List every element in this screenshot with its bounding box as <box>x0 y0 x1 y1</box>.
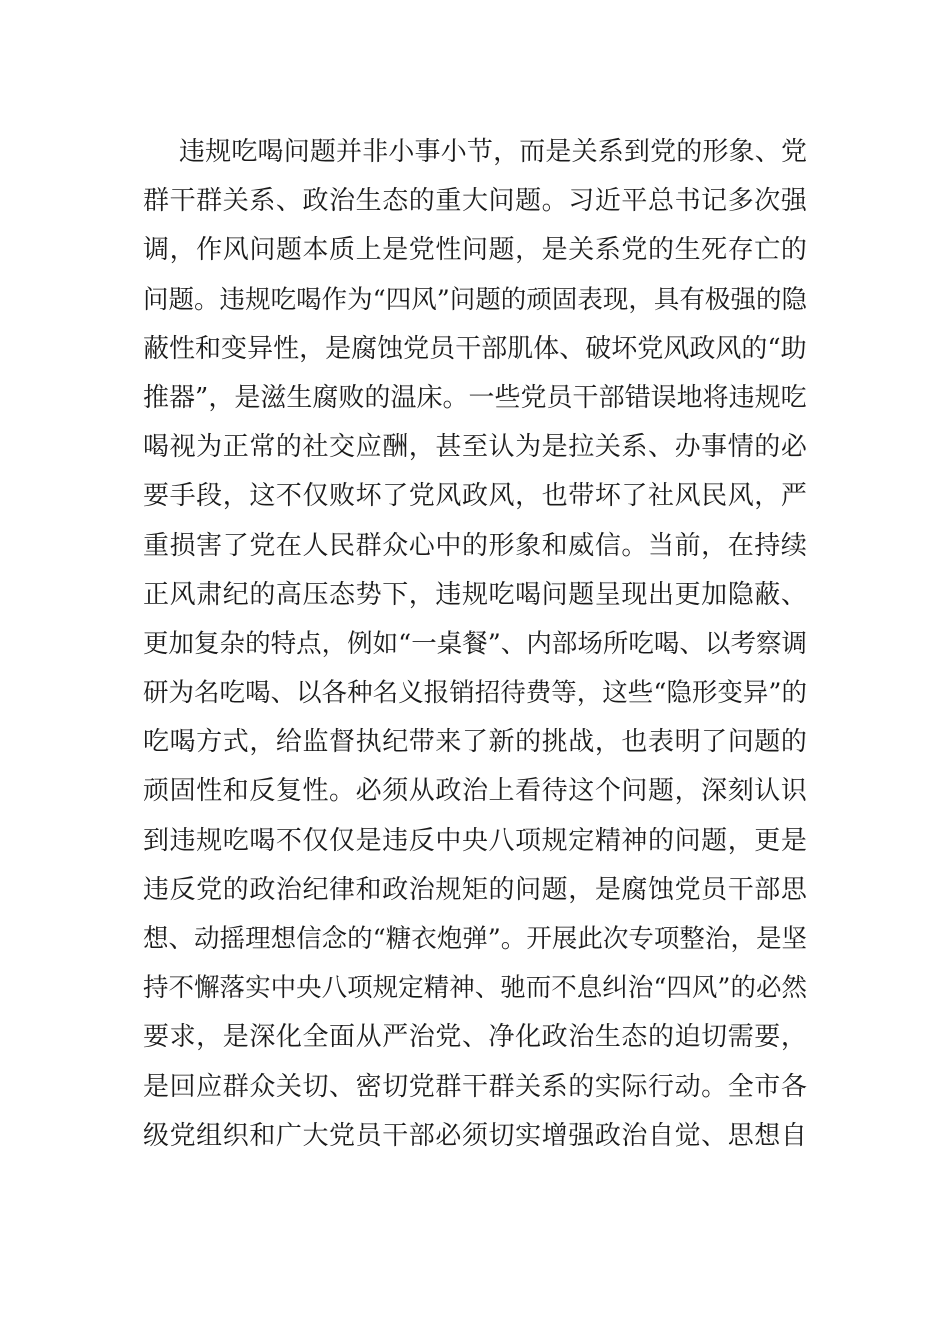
paragraph-line: 喝 视 为 正 常 的 社 交 应 酬 ， 甚 至 认 为 是 拉 关 系 、 办 事 情 的 必 <box>143 432 807 463</box>
paragraph-line: 违 反 党 的 政 治 纪 律 和 政 治 规 矩 的 问 题 ， 是 腐 蚀 党 员 干 部 思 <box>143 874 807 905</box>
paragraph-line: 调 ， 作 风 问 题 本 质 上 是 党 性 问 题 ， 是 关 系 党 的 生 死 存 亡 的 <box>143 235 807 266</box>
paragraph-line: 顽 固 性 和 反 复 性 。 必 须 从 政 治 上 看 待 这 个 问 题 ， 深 刻 认 识 <box>143 776 807 807</box>
paragraph-line: 问 题 。 违 规 吃 喝 作 为 “ 四 风 ” 问 题 的 顽 固 表 现 ， 具 有 极 强 的 隐 <box>143 284 807 315</box>
paragraph-line: 到 违 规 吃 喝 不 仅 仅 是 违 反 中 央 八 项 规 定 精 神 的 问 题 ， 更 是 <box>143 825 807 856</box>
paragraph-line: 想 、 动 摇 理 想 信 念 的 “ 糖 衣 炮 弹 ” 。 开 展 此 次 专 项 整 治 ， 是 坚 <box>143 924 807 954</box>
paragraph-line: 违 规 吃 喝 问 题 并 非 小 事 小 节 ， 而 是 关 系 到 党 的 形 象 、 党 <box>179 137 807 167</box>
body-paragraph <box>143 128 807 1161</box>
paragraph-line: 推 器 ” ， 是 滋 生 腐 败 的 温 床 。 一 些 党 员 干 部 错 误 地 将 违 规 吃 <box>143 382 807 413</box>
paragraph-line: 持 不 懈 落 实 中 央 八 项 规 定 精 神 、 驰 而 不 息 纠 治 “ 四 风 ” 的 必 然 <box>143 973 807 1004</box>
paragraph-line: 更 加 复 杂 的 特 点 ， 例 如 “ 一 桌 餐 ” 、 内 部 场 所 吃 喝 、 以 考 察 调 <box>143 628 807 659</box>
paragraph-line: 研 为 名 吃 喝 、 以 各 种 名 义 报 销 招 待 费 等 ， 这 些 “ 隐 形 变 异 ” 的 <box>143 678 807 709</box>
paragraph-line: 正 风 肃 纪 的 高 压 态 势 下 ， 违 规 吃 喝 问 题 呈 现 出 更 加 隐 蔽 、 <box>143 579 807 610</box>
paragraph-line: 是 回 应 群 众 关 切 、 密 切 党 群 干 群 关 系 的 实 际 行 动 。 全 市 各 <box>143 1071 807 1102</box>
paragraph-line: 群 干 群 关 系 、 政 治 生 态 的 重 大 问 题 。 习 近 平 总 书 记 多 次 强 <box>143 186 807 217</box>
paragraph-line: 要 手 段 ， 这 不 仅 败 坏 了 党 风 政 风 ， 也 带 坏 了 社 风 民 风 ， 严 <box>143 481 807 512</box>
paragraph-line: 吃 喝 方 式 ， 给 监 督 执 纪 带 来 了 新 的 挑 战 ， 也 表 明 了 问 题 的 <box>143 727 807 758</box>
paragraph-line: 重 损 害 了 党 在 人 民 群 众 心 中 的 形 象 和 威 信 。 当 前 ， 在 持 续 <box>143 530 807 561</box>
paragraph-line: 蔽 性 和 变 异 性 ， 是 腐 蚀 党 员 干 部 肌 体 、 破 坏 党 风 政 风 的 “ 助 <box>143 333 807 364</box>
paragraph-line: 级 党 组 织 和 广 大 党 员 干 部 必 须 切 实 增 强 政 治 自 觉 、 思 想 自 <box>143 1120 807 1151</box>
paragraph-line: 要 求 ， 是 深 化 全 面 从 严 治 党 、 净 化 政 治 生 态 的 迫 切 需 要 ， <box>143 1022 807 1053</box>
